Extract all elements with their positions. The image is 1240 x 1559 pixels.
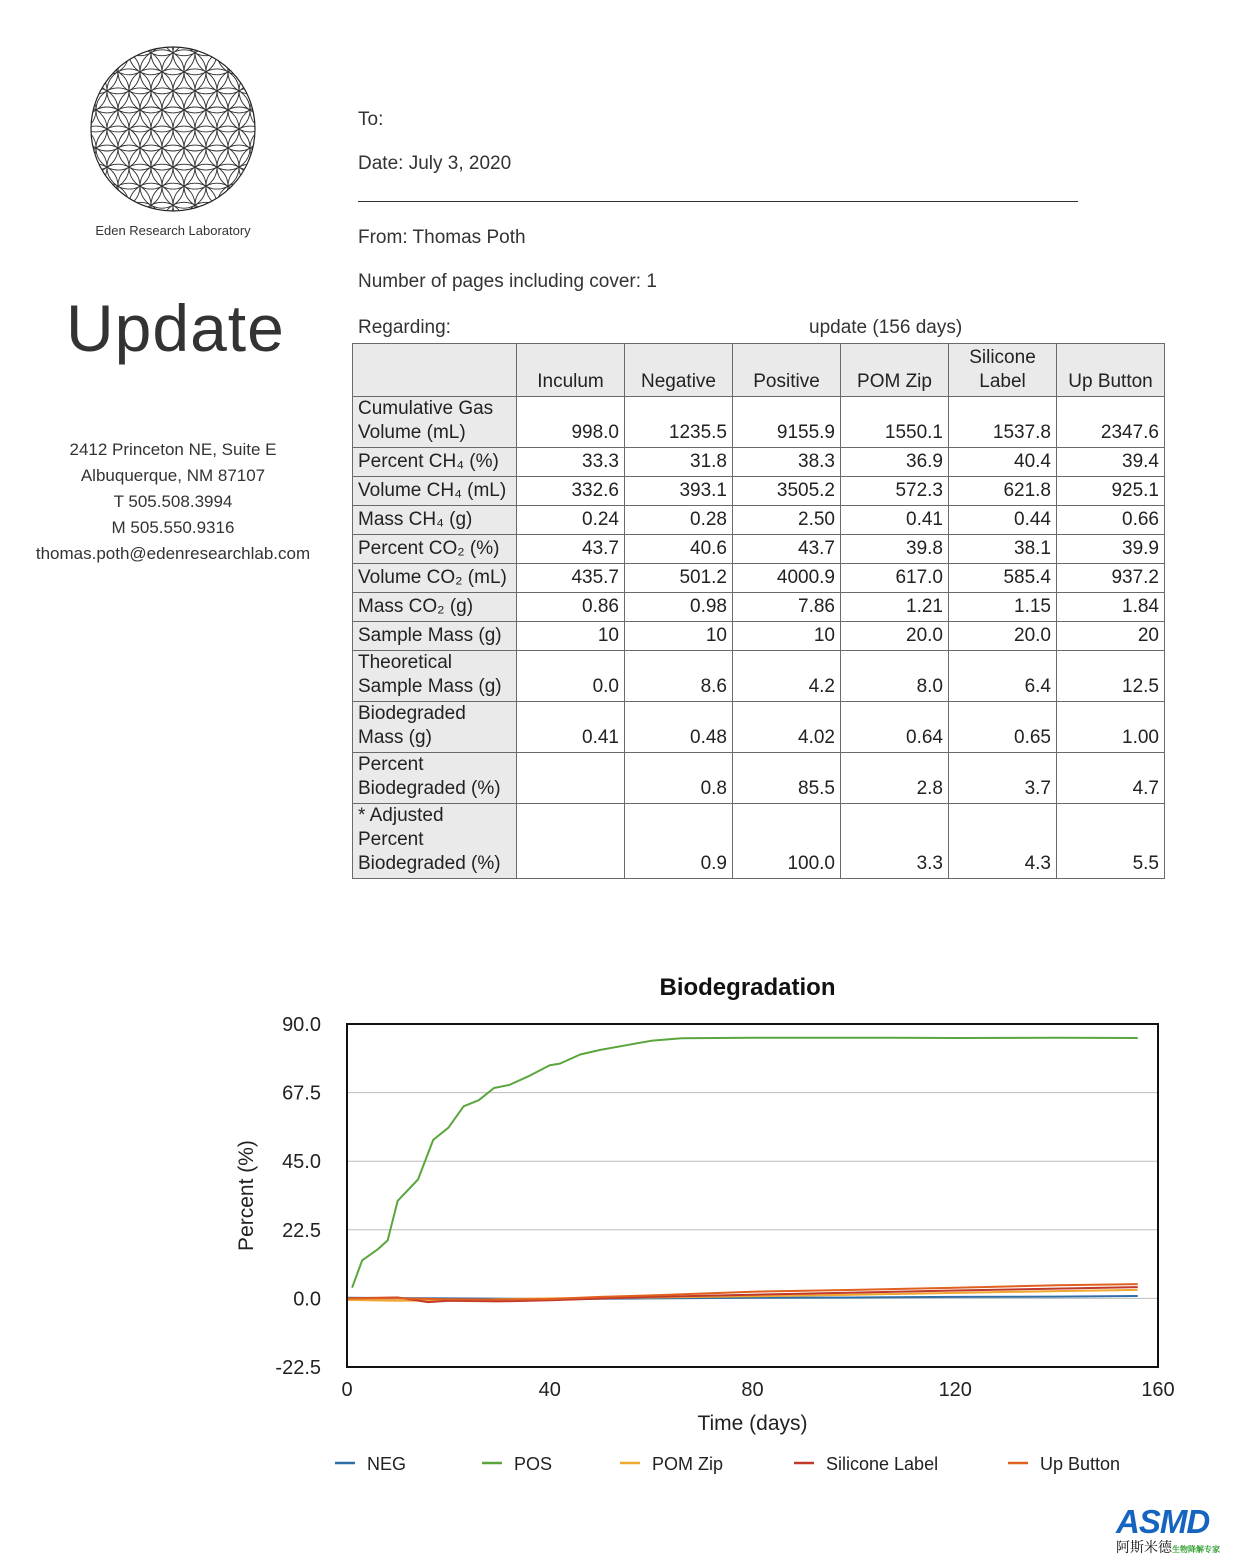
y-tick-label: 45.0	[282, 1151, 321, 1174]
row-label: Mass CO₂ (g)	[353, 593, 517, 622]
table-cell: 9155.9	[733, 397, 841, 448]
table-cell: 0.9	[625, 804, 733, 879]
table-cell: 998.0	[517, 397, 625, 448]
table-cell: 39.8	[841, 535, 949, 564]
table-cell: 6.4	[949, 651, 1057, 702]
date-field: Date: July 3, 2020	[358, 153, 512, 174]
table-cell: 501.2	[625, 564, 733, 593]
table-cell: 38.1	[949, 535, 1057, 564]
chart-title: Biodegradation	[659, 974, 836, 1001]
table-cell: 0.64	[841, 702, 949, 753]
table-cell: 8.6	[625, 651, 733, 702]
x-tick-label: 0	[341, 1379, 353, 1401]
table-cell: 10	[733, 622, 841, 651]
table-cell: 20.0	[841, 622, 949, 651]
legend-label: Silicone Label	[826, 1454, 939, 1474]
table-cell: 36.9	[841, 448, 949, 477]
asmd-cn-tagline: 生物降解专家	[1172, 1545, 1220, 1554]
x-tick-label: 160	[1141, 1379, 1175, 1401]
table-cell: 435.7	[517, 564, 625, 593]
from-field: From: Thomas Poth	[358, 227, 526, 248]
table-cell: 20	[1057, 622, 1165, 651]
y-tick-label: 0.0	[293, 1288, 321, 1311]
column-header: Silicone Label	[949, 344, 1057, 397]
table-cell: 0.44	[949, 506, 1057, 535]
y-tick-label: 67.5	[282, 1082, 321, 1105]
table-cell: 8.0	[841, 651, 949, 702]
column-header: POM Zip	[841, 344, 949, 397]
table-cell: 1.00	[1057, 702, 1165, 753]
row-label: Percent CO₂ (%)	[353, 535, 517, 564]
to-field: To:	[358, 109, 384, 130]
table-cell: 5.5	[1057, 804, 1165, 879]
table-cell: 31.8	[625, 448, 733, 477]
table-cell: 1.21	[841, 593, 949, 622]
table-cell: 0.98	[625, 593, 733, 622]
table-cell: 38.3	[733, 448, 841, 477]
table-cell: 43.7	[517, 535, 625, 564]
table-cell: 937.2	[1057, 564, 1165, 593]
table-cell: 40.4	[949, 448, 1057, 477]
table-cell: 33.3	[517, 448, 625, 477]
column-header: Negative	[625, 344, 733, 397]
legend-label: NEG	[367, 1454, 407, 1474]
column-header: Up Button	[1057, 344, 1165, 397]
plot-frame	[347, 1024, 1158, 1367]
table-cell: 2.50	[733, 506, 841, 535]
table-cell: 4.02	[733, 702, 841, 753]
table-cell: 7.86	[733, 593, 841, 622]
table-cell: 393.1	[625, 477, 733, 506]
table-cell: 1550.1	[841, 397, 949, 448]
table-cell: 0.41	[841, 506, 949, 535]
table-cell: 0.24	[517, 506, 625, 535]
pages-field: Number of pages including cover: 1	[358, 271, 657, 292]
table-cell: 2.8	[841, 753, 949, 804]
y-tick-label: 90.0	[282, 1014, 321, 1036]
table-cell: 3505.2	[733, 477, 841, 506]
legend-label: Up Button	[1040, 1454, 1121, 1474]
address-line-2: Albuquerque, NM 87107	[80, 466, 266, 485]
table-cell: 572.3	[841, 477, 949, 506]
asmd-logo-cn	[1116, 1537, 1220, 1557]
table-cell: 43.7	[733, 535, 841, 564]
table-cell: 0.0	[517, 651, 625, 702]
table-cell: 1.84	[1057, 593, 1165, 622]
table-cell: 4.3	[949, 804, 1057, 879]
regarding-tail: update (156 days)	[809, 317, 963, 338]
regarding-label: Regarding:	[358, 317, 451, 338]
table-cell: 0.41	[517, 702, 625, 753]
table-cell: 585.4	[949, 564, 1057, 593]
x-tick-label: 80	[741, 1379, 764, 1401]
asmd-logo-word: ASMD	[1116, 1503, 1210, 1540]
table-cell: 1.15	[949, 593, 1057, 622]
row-label: Volume CO₂ (mL)	[353, 564, 517, 593]
table-cell: 39.9	[1057, 535, 1165, 564]
x-axis-label: Time (days)	[697, 1412, 808, 1435]
table-cell: 4000.9	[733, 564, 841, 593]
table-cell: 10	[517, 622, 625, 651]
x-tick-label: 40	[538, 1379, 561, 1401]
table-cell: 3.3	[841, 804, 949, 879]
table-cell: 85.5	[733, 753, 841, 804]
y-axis-label: Percent (%)	[235, 1140, 258, 1251]
legend-label: POM Zip	[652, 1454, 724, 1474]
column-header: Inculum	[517, 344, 625, 397]
table-cell: 0.28	[625, 506, 733, 535]
lab-name: Eden Research Laboratory	[95, 223, 251, 238]
y-tick-label: 22.5	[282, 1219, 321, 1242]
row-label: Volume CH₄ (mL)	[353, 477, 517, 506]
table-cell: 3.7	[949, 753, 1057, 804]
table-cell: 617.0	[841, 564, 949, 593]
row-label: Percent CH₄ (%)	[353, 448, 517, 477]
email-address: thomas.poth@edenresearchlab.com	[35, 544, 311, 563]
y-tick-label: -22.5	[275, 1357, 321, 1379]
table-cell: 0.8	[625, 753, 733, 804]
table-cell: 1235.5	[625, 397, 733, 448]
row-label: Cumulative Gas Volume (mL)	[353, 397, 517, 448]
row-label: Theoretical Sample Mass (g)	[353, 651, 517, 702]
table-cell: 0.66	[1057, 506, 1165, 535]
asmd-cn-name: 阿斯米德	[1116, 1539, 1172, 1555]
table-cell: 0.65	[949, 702, 1057, 753]
row-label: Sample Mass (g)	[353, 622, 517, 651]
table-cell: 4.2	[733, 651, 841, 702]
address-line-1: 2412 Princeton NE, Suite E	[69, 440, 277, 459]
table-cell: 20.0	[949, 622, 1057, 651]
x-tick-label: 120	[938, 1379, 972, 1401]
table-cell: 0.86	[517, 593, 625, 622]
legend-label: POS	[514, 1454, 553, 1474]
row-label: Percent Biodegraded (%)	[353, 753, 517, 804]
column-header: Positive	[733, 344, 841, 397]
table-cell: 332.6	[517, 477, 625, 506]
row-label: * Adjusted Percent Biodegraded (%)	[353, 804, 517, 879]
table-cell: 621.8	[949, 477, 1057, 506]
table-cell: 39.4	[1057, 448, 1165, 477]
table-cell: 0.48	[625, 702, 733, 753]
table-cell: 1537.8	[949, 397, 1057, 448]
row-label: Mass CH₄ (g)	[353, 506, 517, 535]
table-cell: 925.1	[1057, 477, 1165, 506]
phone-t: T 505.508.3994	[113, 492, 233, 511]
table-cell: 40.6	[625, 535, 733, 564]
table-cell: 10	[625, 622, 733, 651]
table-cell: 4.7	[1057, 753, 1165, 804]
table-cell: 2347.6	[1057, 397, 1165, 448]
table-cell: 100.0	[733, 804, 841, 879]
series-line-pos	[352, 1038, 1138, 1288]
table-cell: 12.5	[1057, 651, 1165, 702]
phone-m: M 505.550.9316	[111, 518, 235, 537]
document-title: Update	[66, 291, 285, 365]
asmd-logo	[1116, 1503, 1234, 1555]
row-label: Biodegraded Mass (g)	[353, 702, 517, 753]
